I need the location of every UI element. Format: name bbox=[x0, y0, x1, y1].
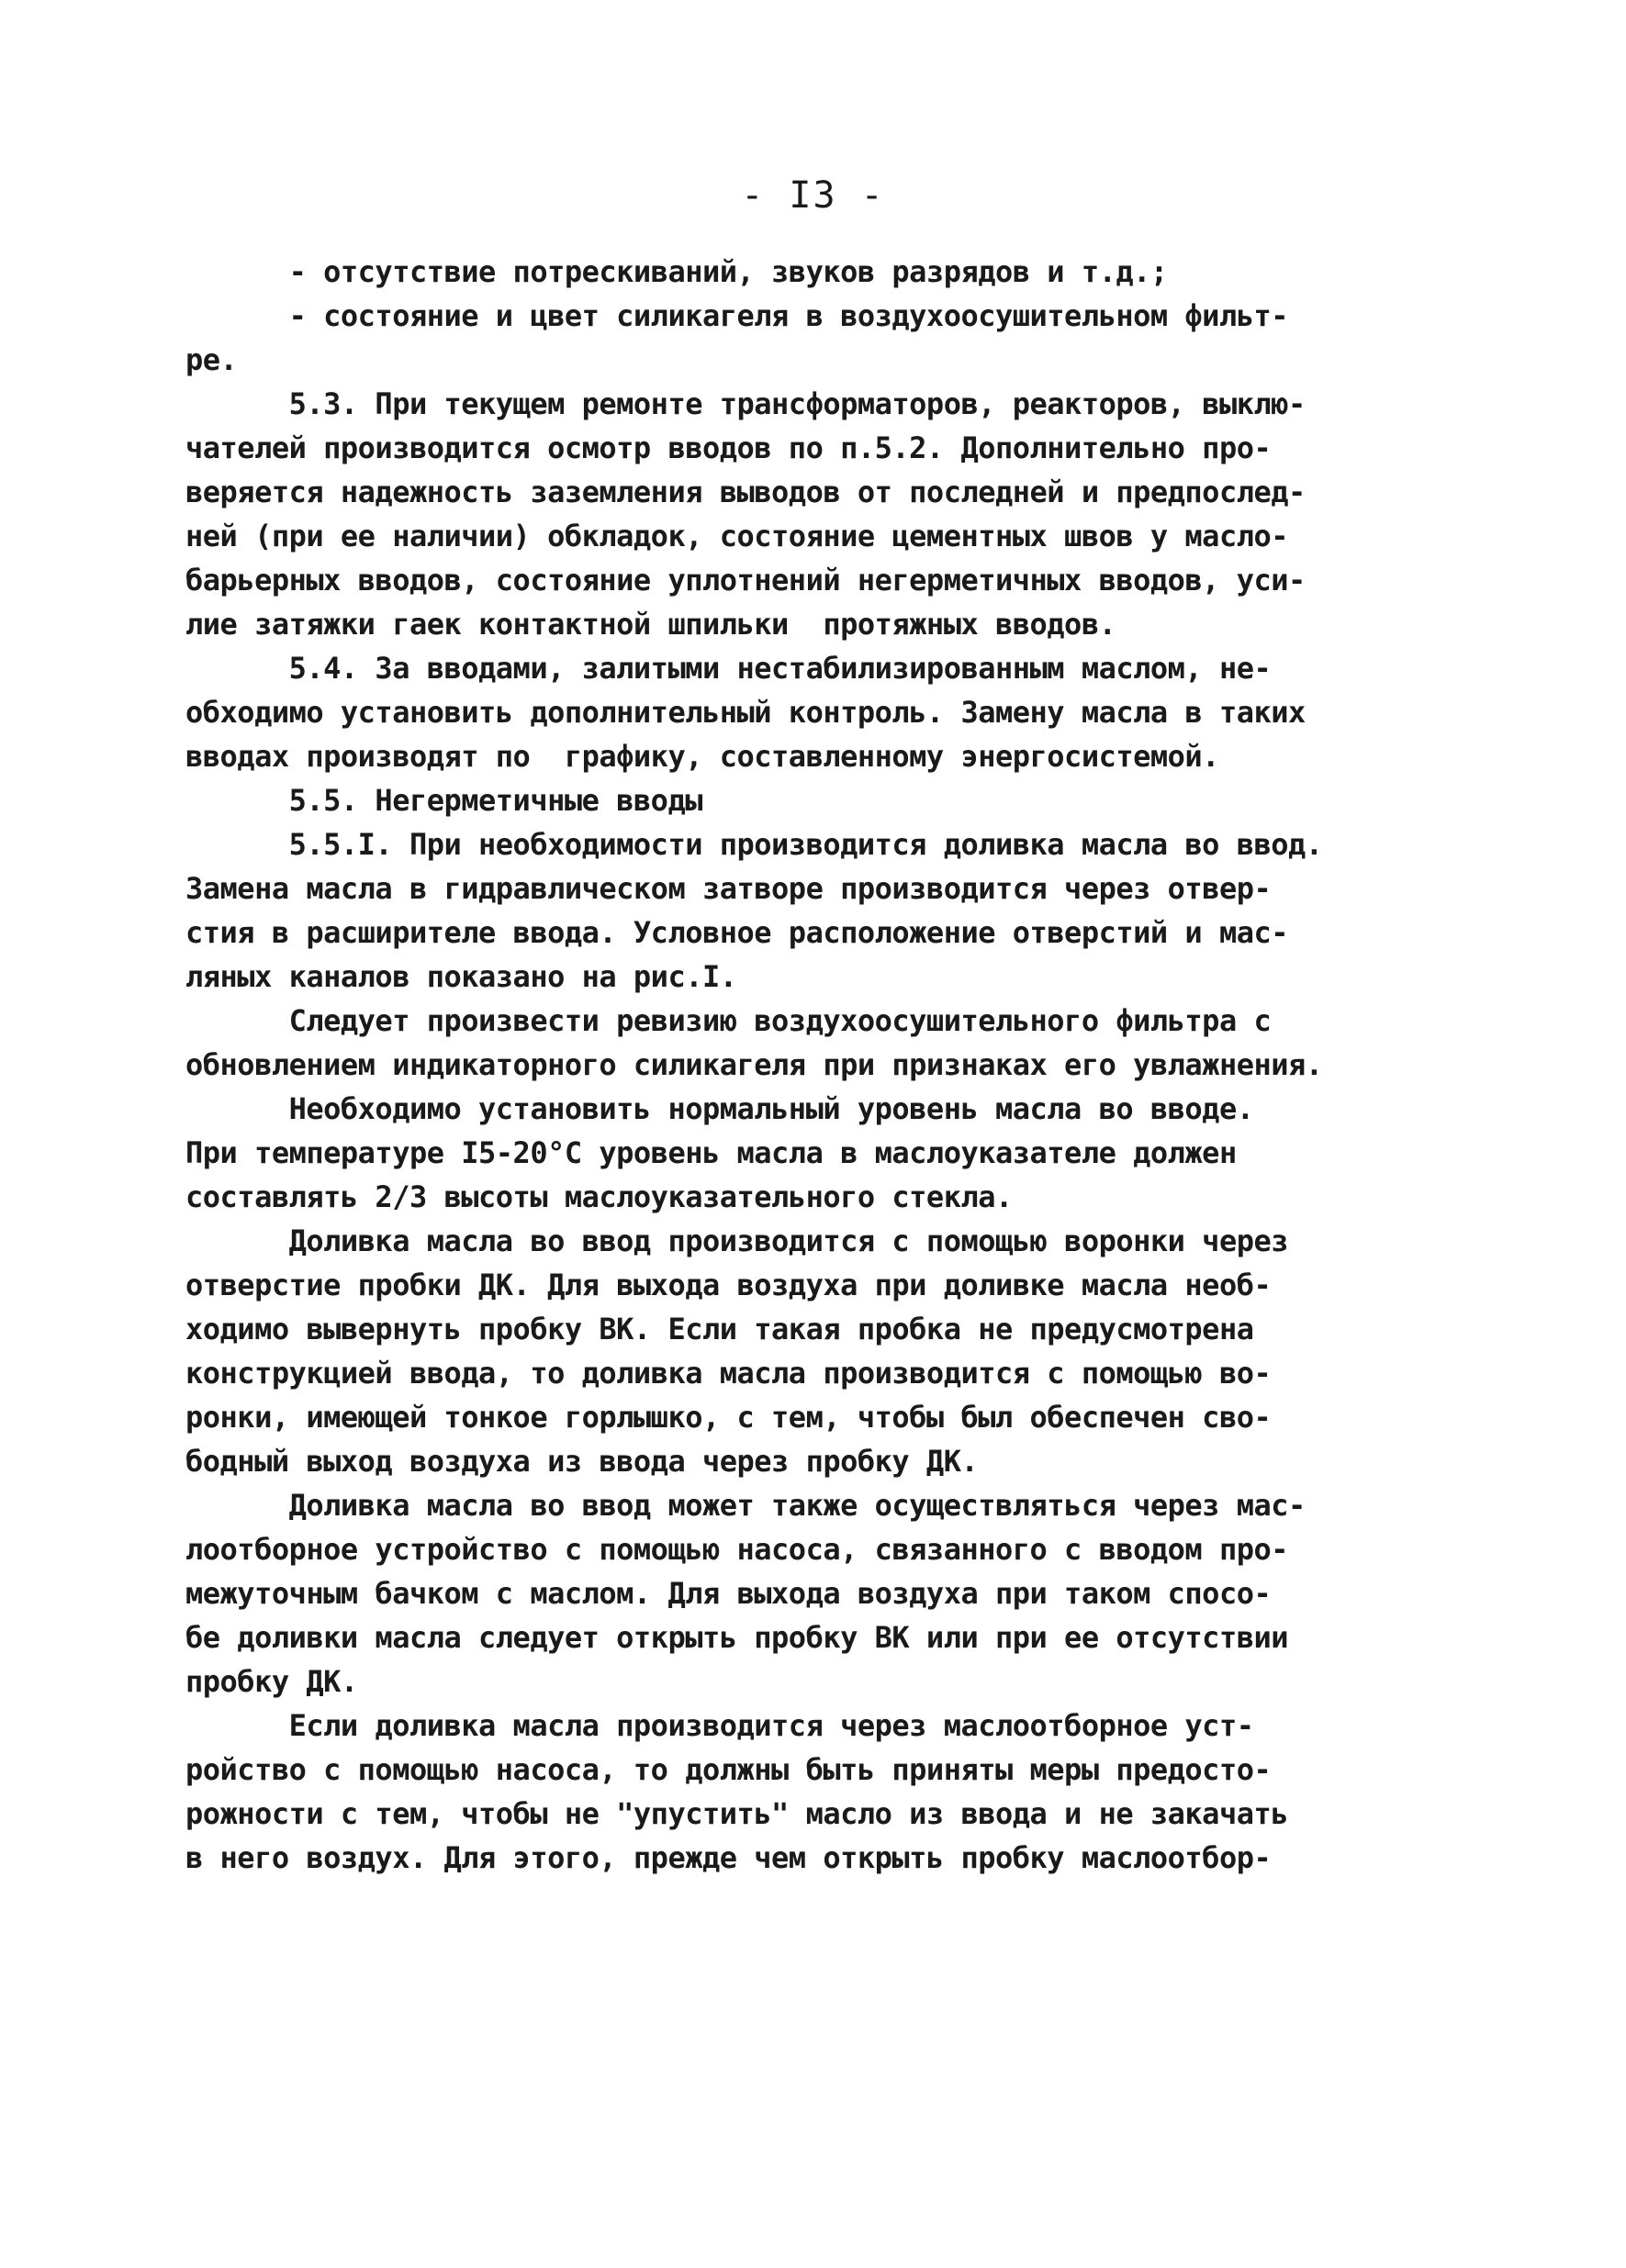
text-line: конструкцией ввода, то доливка масла производится с помощью во- bbox=[185, 1356, 1272, 1391]
text-line: - отсутствие потрескиваний, звуков разрядов и т.д.; bbox=[185, 254, 1168, 289]
text-line: Доливка масла во ввод производится с помощью воронки через bbox=[185, 1223, 1288, 1258]
text-line: веряется надежность заземления выводов от последней и предпослед- bbox=[185, 475, 1306, 509]
text-line: ронки, имеющей тонкое горлышко, с тем, чтобы был обеспечен сво- bbox=[185, 1400, 1272, 1435]
text-line: обновлением индикаторного силикагеля при признаках его увлажнения. bbox=[185, 1047, 1323, 1082]
page-number: - I3 - bbox=[741, 174, 885, 217]
text-line: - состояние и цвет силикагеля в воздухоосушительном фильт- bbox=[185, 298, 1288, 333]
text-line: стия в расширителе ввода. Условное расположение отверстий и мас- bbox=[185, 915, 1288, 950]
text-line: отверстие пробки ДК. Для выхода воздуха при доливке масла необ- bbox=[185, 1268, 1272, 1302]
text-line: Доливка масла во ввод может также осуществляться через мас- bbox=[185, 1488, 1306, 1523]
text-line: ходимо вывернуть пробку ВК. Если такая пробка не предусмотрена bbox=[185, 1312, 1254, 1346]
text-line: ре. bbox=[185, 342, 238, 377]
text-line: 5.3. При текущем ремонте трансформаторов, реакторов, выклю- bbox=[185, 386, 1306, 421]
text-line: рожности с тем, чтобы не "упустить" масло из ввода и не закачать bbox=[185, 1796, 1288, 1831]
text-line: лоотборное устройство с помощью насоса, связанного с вводом про- bbox=[185, 1532, 1288, 1567]
text-line: обходимо установить дополнительный контроль. Замену масла в таких bbox=[185, 695, 1306, 730]
text-line: ляных каналов показано на рис.I. bbox=[185, 959, 737, 994]
text-line: 5.5.I. При необходимости производится доливка масла во ввод. bbox=[185, 827, 1323, 862]
text-line: Замена масла в гидравлическом затворе производится через отвер- bbox=[185, 871, 1272, 906]
text-line: Если доливка масла производится через маслоотборное уст- bbox=[185, 1708, 1254, 1743]
text-line: Следует произвести ревизию воздухоосушительного фильтра с bbox=[185, 1003, 1272, 1038]
text-line: в него воздух. Для этого, прежде чем открыть пробку маслоотбор- bbox=[185, 1840, 1272, 1875]
text-line: ней (при ее наличии) обкладок, состояние цементных швов у масло- bbox=[185, 519, 1288, 553]
body-text bbox=[185, 250, 1379, 1880]
text-line: бе доливки масла следует открыть пробку ВК или при ее отсутствии bbox=[185, 1620, 1288, 1655]
text-line: При температуре I5-20°С уровень масла в маслоуказателе должен bbox=[185, 1135, 1237, 1170]
text-line: межуточным бачком с маслом. Для выхода воздуха при таком спосо- bbox=[185, 1576, 1272, 1611]
text-line: составлять 2/3 высоты маслоуказательного стекла. bbox=[185, 1179, 1013, 1214]
text-line: вводах производят по графику, составленному энергосистемой. bbox=[185, 739, 1219, 774]
text-line: 5.5. Негерметичные вводы bbox=[185, 783, 702, 818]
text-line: Необходимо установить нормальный уровень масла во вводе. bbox=[185, 1091, 1254, 1126]
text-line: чателей производится осмотр вводов по п.5.2. Дополнительно про- bbox=[185, 430, 1272, 465]
text-line: лие затяжки гаек контактной шпильки протяжных вводов. bbox=[185, 607, 1116, 642]
text-line: бодный выход воздуха из ввода через пробку ДК. bbox=[185, 1444, 979, 1479]
text-line: ройство с помощью насоса, то должны быть приняты меры предосто- bbox=[185, 1752, 1272, 1787]
text-line: 5.4. За вводами, залитыми нестабилизированным маслом, не- bbox=[185, 651, 1272, 686]
text-line: барьерных вводов, состояние уплотнений негерметичных вводов, уси- bbox=[185, 563, 1306, 598]
text-line: пробку ДК. bbox=[185, 1664, 358, 1699]
